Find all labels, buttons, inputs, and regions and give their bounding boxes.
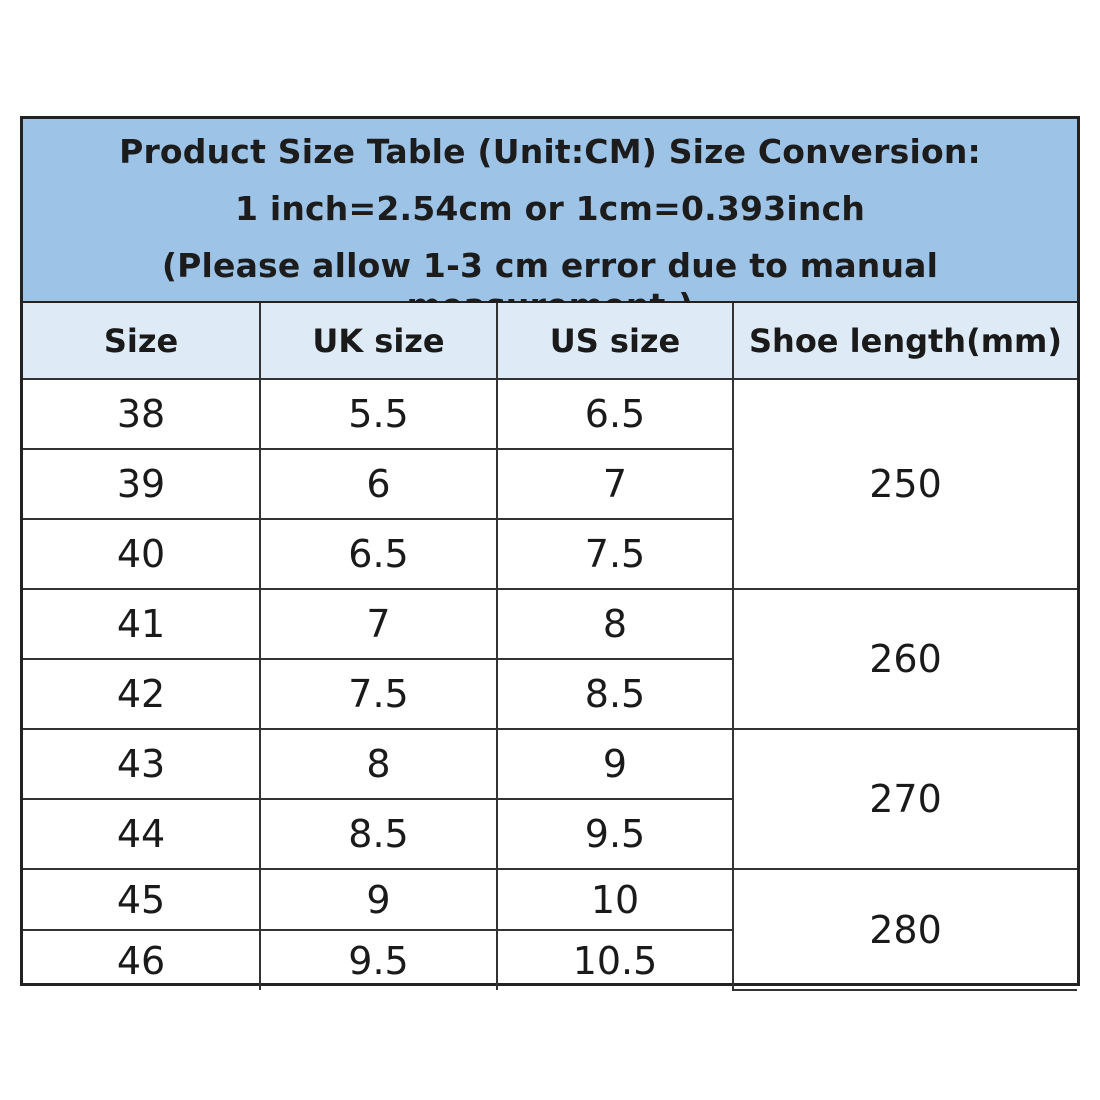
cell-uk-size: 8: [260, 729, 497, 799]
cell-size: 43: [23, 729, 260, 799]
title-banner: [23, 119, 1077, 303]
cell-uk-size: 7: [260, 589, 497, 659]
cell-us-size: 9: [497, 729, 733, 799]
cell-us-size: 6.5: [497, 379, 733, 449]
table-row: [23, 729, 1077, 799]
cell-size: 44: [23, 799, 260, 869]
size-table: [23, 303, 1077, 991]
cell-us-size: 9.5: [497, 799, 733, 869]
cell-size: 41: [23, 589, 260, 659]
size-chart: [20, 116, 1080, 986]
cell-uk-size: 9.5: [260, 930, 497, 990]
header-us-size: US size: [497, 303, 733, 379]
cell-shoe-length: 270: [733, 729, 1077, 869]
cell-us-size: 7: [497, 449, 733, 519]
cell-size: 38: [23, 379, 260, 449]
cell-uk-size: 9: [260, 869, 497, 930]
cell-size: 39: [23, 449, 260, 519]
cell-size: 46: [23, 930, 260, 990]
cell-uk-size: 8.5: [260, 799, 497, 869]
cell-us-size: 7.5: [497, 519, 733, 589]
title-line-1: Product Size Table (Unit:CM) Size Conversion:: [119, 132, 981, 171]
table-header-row: [23, 303, 1077, 379]
cell-size: 45: [23, 869, 260, 930]
header-shoe-length: Shoe length(mm): [733, 303, 1077, 379]
table-row: [23, 589, 1077, 659]
cell-shoe-length: 280: [733, 869, 1077, 990]
table-row: [23, 869, 1077, 930]
cell-us-size: 8: [497, 589, 733, 659]
cell-shoe-length: 260: [733, 589, 1077, 729]
cell-size: 40: [23, 519, 260, 589]
cell-uk-size: 6.5: [260, 519, 497, 589]
header-size: Size: [23, 303, 260, 379]
cell-shoe-length: 250: [733, 379, 1077, 589]
cell-us-size: 10.5: [497, 930, 733, 990]
disclaimer-line: (Please allow 1-3 cm error due to manual: [161, 246, 939, 285]
cell-us-size: 10: [497, 869, 733, 930]
cell-uk-size: 6: [260, 449, 497, 519]
cell-uk-size: 5.5: [260, 379, 497, 449]
cell-us-size: 8.5: [497, 659, 733, 729]
cell-size: 42: [23, 659, 260, 729]
header-uk-size: UK size: [260, 303, 497, 379]
table-row: [23, 379, 1077, 449]
conversion-line: 1 inch=2.54cm or 1cm=0.393inch: [234, 189, 866, 228]
cell-uk-size: 7.5: [260, 659, 497, 729]
